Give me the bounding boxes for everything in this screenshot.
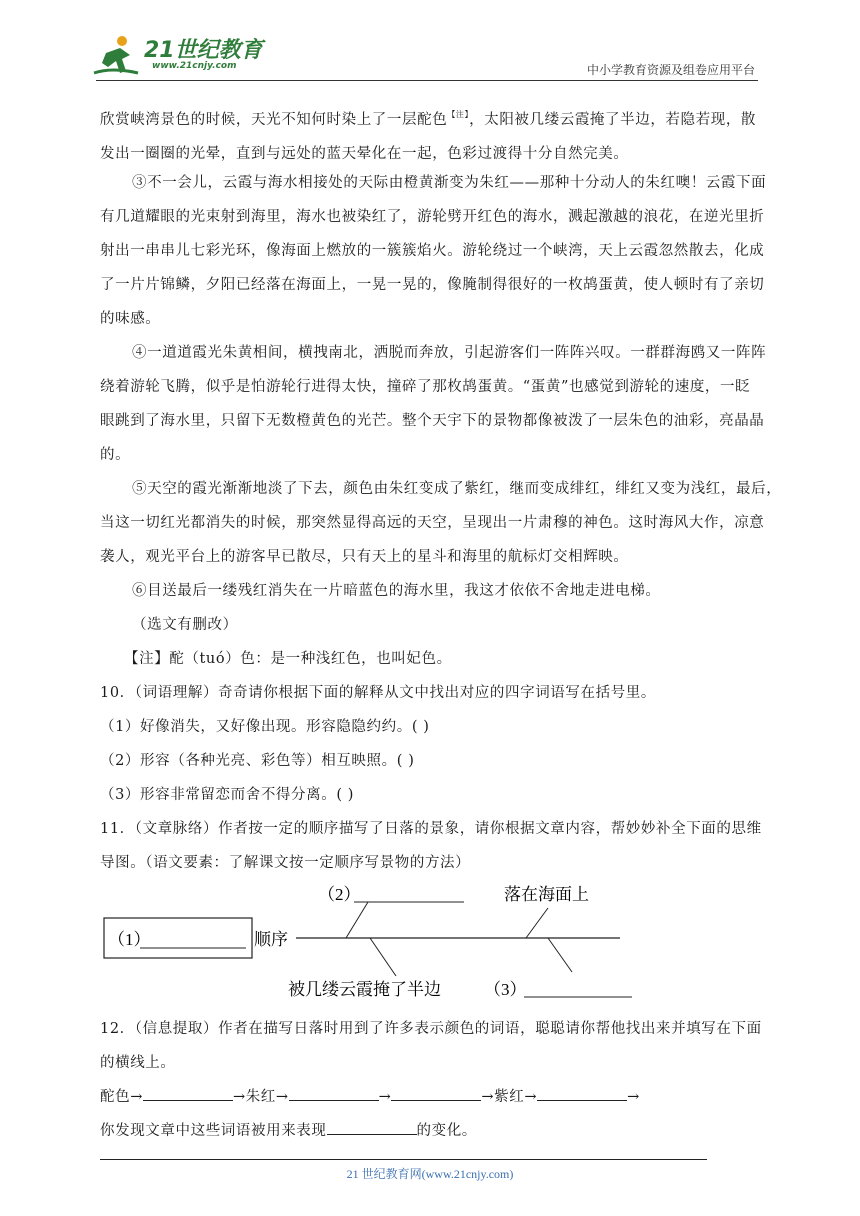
color-chain: 酡色→ →朱红→ → →紫红→ → xyxy=(100,1080,760,1114)
paragraph-line: 了一片片锦鳞，夕阳已经落在海面上，一晃一晃的，像腌制得很好的一枚鸪蛋黄，使人顿时有了亲切 xyxy=(100,277,765,293)
paragraph-line: 眼跳到了海水里，只留下无数橙黄色的光芒。整个天宇下的景物都像被泼了一层朱色的油彩，亮晶晶 xyxy=(100,413,765,429)
paragraph-line: 欣赏峡湾景色的时候，天光不知何时染上了一层酡色$^{【注】}$，太阳被几缕云霞掩了半边，若隐若现，散 xyxy=(100,110,757,128)
paragraph-line: 当这一切红光都消失的时候，那突然显得高远的天空，呈现出一片肃穆的神色。这时海风大作，凉意 xyxy=(100,515,765,531)
paragraph-3 xyxy=(100,166,767,336)
diagram-label-top-right: 落在海面上 xyxy=(504,885,589,904)
question-10 xyxy=(100,676,760,812)
question-11 xyxy=(100,812,760,880)
answer-blank[interactable] xyxy=(327,1118,417,1135)
answer-blank[interactable] xyxy=(391,1084,481,1101)
question-item[interactable]: （2）形容（各种光亮、彩色等）相互映照。( ) xyxy=(100,753,415,769)
paragraph-2 xyxy=(100,98,760,171)
paragraph-5 xyxy=(100,472,782,574)
diagram-label-2: （2） xyxy=(318,885,361,904)
question-title: 的横线上。 xyxy=(100,1055,176,1071)
paragraph-line: 有几道耀眼的光束射到海里，海水也被染红了，游轮劈开红色的海水，溅起激越的浪花，在逆光里折 xyxy=(100,209,765,225)
paragraph-line: ⑤天空的霞光渐渐地淡了下去，颜色由朱红变成了紫红，继而变成绯红，绯红又变为浅红，最后， xyxy=(132,481,782,497)
branch-bottom-left xyxy=(370,938,396,976)
question-12 xyxy=(100,1012,760,1148)
footer-text[interactable]: 21 世纪教育网(www.21cnjy.com) xyxy=(346,1167,514,1181)
logo-text: 21世纪教育 xyxy=(144,38,263,63)
platform-title: 中小学教育资源及组卷应用平台 xyxy=(586,63,755,77)
paragraph-line: 袭人，观光平台上的游客早已散尽，只有天上的星斗和海里的航标灯交相辉映。 xyxy=(100,549,629,565)
answer-blank[interactable] xyxy=(537,1084,627,1101)
annotation-note: 【注】酡（tuó）色：是一种浅红色，也叫妃色。 xyxy=(124,651,452,667)
site-logo xyxy=(92,33,272,79)
question-item[interactable]: （3）形容非常留恋而舍不得分离。( ) xyxy=(100,787,355,803)
answer-blank[interactable] xyxy=(289,1084,379,1101)
diagram-label-1: （1） xyxy=(108,930,151,949)
source-note: （选文有删改） xyxy=(132,617,238,633)
paragraph-line: 发出一圈圈的光晕，直到与远处的蓝天晕化在一起，色彩过渡得十分自然完美。 xyxy=(100,146,629,162)
answer-blank[interactable] xyxy=(143,1084,233,1101)
question-item[interactable]: （1）好像消失，又好像出现。形容隐隐约约。( ) xyxy=(100,719,430,735)
paragraph-line: 射出一串串儿七彩光环，像海面上燃放的一簇簇焰火。游轮绕过一个峡湾，天上云霞忽然散去，化成 xyxy=(100,243,765,259)
paragraph-4 xyxy=(100,336,767,472)
paragraph-line: ⑥目送最后一缕残红消失在一片暗蓝色的海水里，我这才依依不舍地走进电梯。 xyxy=(132,583,661,599)
paragraph-6 xyxy=(100,574,760,676)
header-divider xyxy=(96,80,758,81)
question-title: 12．（信息提取）作者在描写日落时用到了许多表示颜色的词语，聪聪请你帮他找出来并填写在下面 xyxy=(100,1021,762,1037)
paragraph-line: 绕着游轮飞腾，似乎是怕游轮行进得太快，撞碎了那枚鸪蛋黄。“蛋黄”也感觉到游轮的速度，一眨 xyxy=(100,379,751,395)
diagram-label-3: （3） xyxy=(484,980,527,999)
question-title: 10．（词语理解）奇奇请你根据下面的解释从文中找出对应的四字词语写在括号里。 xyxy=(100,685,656,701)
question-final-line: 你发现文章中这些词语被用来表现 的变化。 xyxy=(100,1114,760,1148)
branch-2 xyxy=(346,902,368,938)
branch-3 xyxy=(548,938,572,972)
paragraph-line: 的味感。 xyxy=(100,311,161,327)
question-title: 11．（文章脉络）作者按一定的顺序描写了日落的景象，请你根据文章内容，帮妙妙补全下面的思维 xyxy=(100,821,762,837)
note-marker: 【注】 xyxy=(447,110,470,119)
runner-logo-icon xyxy=(92,33,144,79)
paragraph-line: 的。 xyxy=(100,447,131,463)
footer-divider xyxy=(100,1159,707,1160)
fishbone-diagram xyxy=(100,878,640,1006)
logo-url: www.21cnjy.com xyxy=(152,61,237,71)
question-title: 导图。（语文要素：了解课文按一定顺序写景物的方法） xyxy=(100,855,471,871)
paragraph-line: ④一道道霞光朱黄相间，横拽南北，洒脱而奔放，引起游客们一阵阵兴叹。一群群海鸥又一阵阵 xyxy=(132,345,767,361)
paragraph-line: ③不一会儿，云霞与海水相接处的天际由橙黄渐变为朱红——那种十分动人的朱红噢！云霞下面 xyxy=(132,175,767,191)
diagram-label-order: 顺序 xyxy=(254,930,288,949)
diagram-label-bottom-left: 被几缕云霞掩了半边 xyxy=(288,980,441,999)
branch-top-right xyxy=(526,908,548,938)
